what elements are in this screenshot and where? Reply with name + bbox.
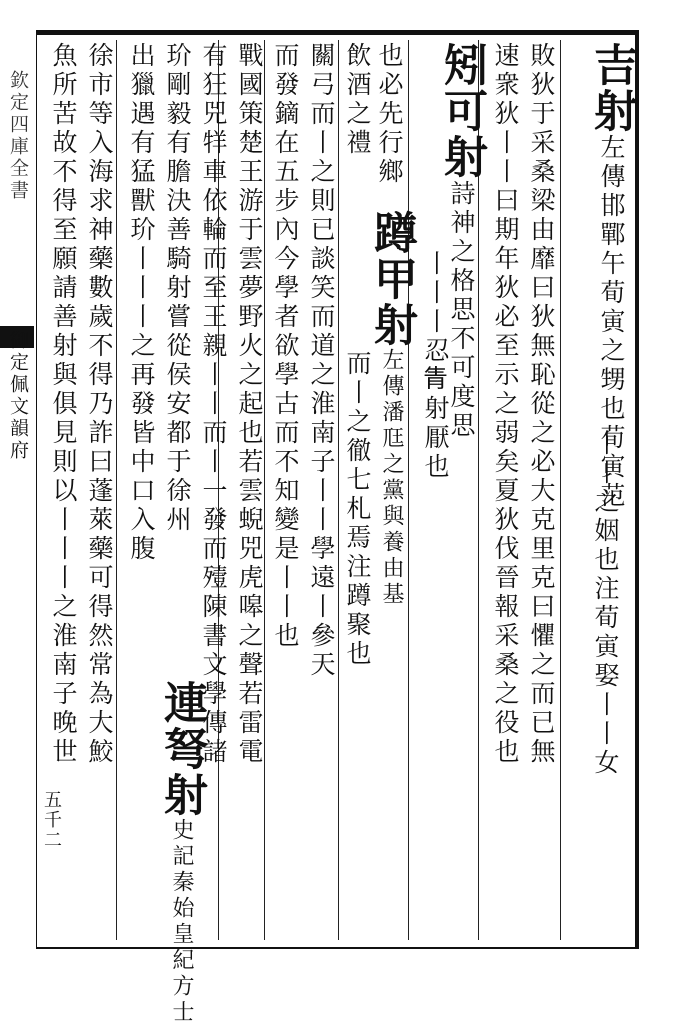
entry-text: 徐市等入海求神藥數歲不得乃詐曰蓬萊藥可得然常為大鮫 <box>85 42 114 767</box>
entry-text: 玠剛毅有膽決善騎射嘗從侯安都于徐州 <box>163 42 192 535</box>
entry-headword: 矧可射 <box>436 42 487 180</box>
text-column-8 <box>342 42 372 212</box>
entry-headword: 吉射 <box>586 42 637 134</box>
text-column-11 <box>304 42 336 938</box>
text-column-4 <box>486 42 520 938</box>
column-rule <box>264 40 265 940</box>
column-rule <box>560 40 561 940</box>
entry-text: 丨丨丨忍𤯝射厭也 <box>421 250 450 482</box>
entry-text: 魚所苦故不得至願請善射與俱見則以丨丨丨之淮南子晚世 <box>49 42 78 767</box>
entry-text: 史記秦始皇紀方士 <box>169 818 194 1026</box>
entry-text: 關弓而丨之則已談笑而道之淮南子丨丨學遠丨參天 <box>307 42 336 680</box>
entry-headword: 連弩射 <box>156 680 207 818</box>
entry-text: 也必先行鄉 <box>375 42 404 187</box>
entry-text: 詩神之格思不可度思 <box>447 180 476 441</box>
text-column-17 <box>136 680 207 1026</box>
text-column-3 <box>522 42 556 938</box>
margin-fragment: 欽定四庫全書 <box>7 70 29 202</box>
text-column-12 <box>268 42 300 938</box>
text-column-10 <box>342 350 372 710</box>
text-column-18 <box>80 42 114 938</box>
entry-text: 戰國策楚王游于雲夢野火之起也若雲蜺兕虎嗥之聲若雷電 <box>235 42 264 767</box>
page-margin <box>0 30 34 945</box>
text-column-13 <box>232 42 264 938</box>
entry-text: 而丨之徹七札焉注蹲聚也 <box>343 350 372 669</box>
entry-text: 左傳潘尫之黨與養由基 <box>379 348 404 608</box>
entry-text: 而發鏑在五步內今學者欲學古而不知變是丨丨也 <box>271 42 300 651</box>
text-column-2 <box>590 430 620 900</box>
column-rule <box>408 40 409 940</box>
book-title: 御定佩文韻府 <box>7 330 29 462</box>
entry-text: 飲酒之禮 <box>343 42 372 158</box>
text-column-5 <box>418 42 487 938</box>
entry-text: 有狂兕䍧車依輪而至王親丨丨而丨一發而殪陳書文學傳諸 <box>199 42 228 767</box>
text-column-19 <box>44 42 78 782</box>
column-rule <box>116 40 117 940</box>
text-column-6 <box>420 250 450 482</box>
entry-text: 左傳邯鄲午荀寅之甥也荀寅范 <box>597 134 626 511</box>
entry-text: 敗狄于采桑梁由靡曰狄無恥從之必大克里克曰懼之而已無 <box>527 42 556 767</box>
column-rule <box>338 40 339 940</box>
entry-headword: 蹲甲射 <box>366 210 417 348</box>
entry-text: 速衆狄丨丨曰期年狄必至示之弱矣夏狄伐晉報采桑之役也 <box>491 42 520 767</box>
folio-number: 五千二 <box>41 790 62 850</box>
entry-text: 出獵遇有猛獸玠丨丨丨之再發皆中口入腹 <box>127 42 156 564</box>
entry-text: 丨丨之姻也注荀寅娶丨丨女 <box>591 430 620 778</box>
